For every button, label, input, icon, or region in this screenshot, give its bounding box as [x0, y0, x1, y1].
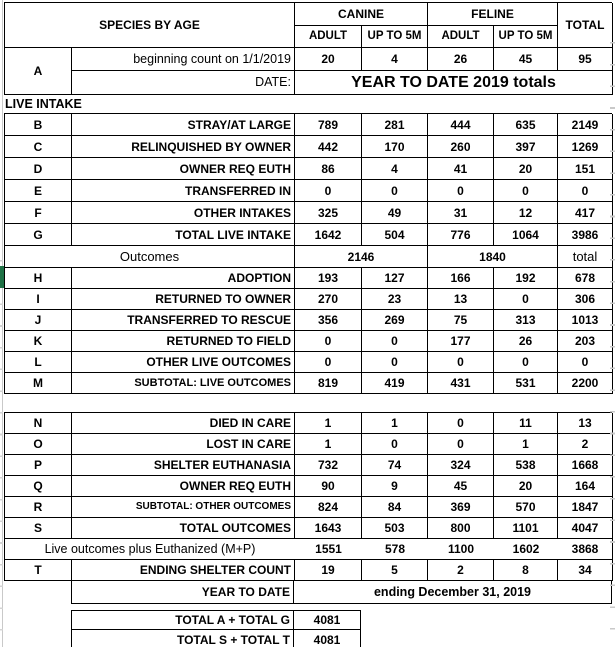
value-cell: 1847 [558, 497, 613, 518]
value-cell: 504 [362, 224, 428, 246]
grand-total-label: TOTAL A + TOTAL G [71, 610, 294, 630]
value-cell: 166 [428, 268, 494, 289]
row-label: beginning count on 1/1/2019 [72, 48, 295, 71]
value-cell: 20 [494, 158, 558, 180]
canine-up-to-5m-header: UP TO 5M [362, 26, 428, 49]
value-cell: 9 [362, 476, 428, 497]
canine-adult-header: ADULT [295, 26, 362, 49]
row-letter: E [5, 180, 72, 202]
row-letter: G [5, 224, 72, 246]
row-label: OTHER LIVE OUTCOMES [72, 352, 295, 373]
ending-shelter-count-row [4, 560, 612, 581]
value-cell: 1269 [558, 136, 613, 158]
row-label: TOTAL LIVE INTAKE [72, 224, 295, 246]
value-cell: 324 [428, 455, 494, 476]
value-cell: 203 [558, 331, 613, 352]
value-cell: 0 [428, 434, 494, 455]
value-cell: 49 [362, 202, 428, 224]
value-cell: 270 [295, 289, 362, 310]
value-cell: 1 [494, 434, 558, 455]
row-letter: I [5, 289, 72, 310]
value-cell: 4047 [558, 518, 613, 539]
value-cell: 1100 [428, 539, 494, 560]
value-cell: 45 [494, 48, 558, 71]
value-cell: 1551 [295, 539, 362, 560]
value-cell: 13 [428, 289, 494, 310]
other-outcomes-table [4, 412, 612, 539]
grand-total-label: TOTAL S + TOTAL T [71, 630, 294, 647]
beginning-count-block [4, 48, 612, 95]
value-cell: 13 [558, 413, 613, 434]
row-letter: R [5, 497, 72, 518]
value-cell: 0 [362, 180, 428, 202]
value-cell: 20 [295, 48, 362, 71]
canine-header: CANINE [295, 3, 428, 26]
value-cell: 1 [362, 413, 428, 434]
right-gridline-stubs [610, 22, 615, 642]
total-header: TOTAL [558, 3, 613, 48]
row-label: TOTAL OUTCOMES [72, 518, 295, 539]
value-cell: 0 [428, 413, 494, 434]
value-cell: 269 [362, 310, 428, 331]
grand-total-value: 4081 [294, 630, 361, 647]
value-cell: 0 [428, 180, 494, 202]
value-cell: 151 [558, 158, 613, 180]
outcomes-band [4, 246, 612, 268]
value-cell: 678 [558, 268, 613, 289]
value-cell: 570 [494, 497, 558, 518]
value-cell: 369 [428, 497, 494, 518]
row-letter: Q [5, 476, 72, 497]
row-letter: C [5, 136, 72, 158]
section-gap [4, 394, 612, 412]
live-outcomes-table [4, 268, 612, 394]
value-cell: 281 [362, 114, 428, 136]
value-cell: 1602 [494, 539, 558, 560]
value-cell: 2149 [558, 114, 613, 136]
value-cell: 0 [494, 180, 558, 202]
value-cell: 3868 [558, 539, 613, 560]
value-cell: 2 [428, 560, 494, 581]
row-letter: D [5, 158, 72, 180]
feline-header: FELINE [428, 3, 558, 26]
row-label: SUBTOTAL: OTHER OUTCOMES [72, 497, 295, 518]
value-cell: 531 [494, 373, 558, 394]
value-cell: 31 [428, 202, 494, 224]
value-cell: 0 [295, 331, 362, 352]
value-cell: 20 [494, 476, 558, 497]
row-label: SUBTOTAL: LIVE OUTCOMES [72, 373, 295, 394]
value-cell: 503 [362, 518, 428, 539]
empty-cell [4, 610, 71, 630]
year-to-date-value: ending December 31, 2019 [294, 581, 612, 604]
value-cell: 2200 [558, 373, 613, 394]
live-plus-euth-label: Live outcomes plus Euthanized (M+P) [5, 539, 295, 560]
feline-outcomes-total: 1840 [428, 246, 558, 268]
row-label: OWNER REQ EUTH [72, 476, 295, 497]
total-label-cell: total [558, 246, 613, 268]
row-letter: F [5, 202, 72, 224]
left-gridline-stubs [0, 240, 3, 647]
value-cell: 325 [295, 202, 362, 224]
species-by-age-header: SPECIES BY AGE [5, 3, 295, 48]
selection-marker [0, 266, 4, 288]
value-cell: 86 [295, 158, 362, 180]
year-to-date-band [4, 581, 612, 604]
value-cell: 635 [494, 114, 558, 136]
value-cell: 3986 [558, 224, 613, 246]
value-cell: 776 [428, 224, 494, 246]
row-label: SHELTER EUTHANASIA [72, 455, 295, 476]
year-to-date-totals-cell: YEAR TO DATE 2019 totals [295, 71, 613, 95]
value-cell: 442 [295, 136, 362, 158]
value-cell: 95 [558, 48, 613, 71]
feline-up-to-5m-header: UP TO 5M [494, 26, 558, 49]
empty-cell [4, 581, 71, 604]
value-cell: 23 [362, 289, 428, 310]
live-plus-euthanized-band [4, 539, 612, 560]
live-intake-section-label: LIVE INTAKE [5, 97, 82, 111]
value-cell: 164 [558, 476, 613, 497]
value-cell: 0 [494, 352, 558, 373]
value-cell: 127 [362, 268, 428, 289]
row-label: ENDING SHELTER COUNT [72, 560, 295, 581]
value-cell: 417 [558, 202, 613, 224]
value-cell: 4 [362, 48, 428, 71]
value-cell: 34 [558, 560, 613, 581]
value-cell: 306 [558, 289, 613, 310]
feline-adult-header: ADULT [428, 26, 494, 49]
value-cell: 419 [362, 373, 428, 394]
row-label: OTHER INTAKES [72, 202, 295, 224]
value-cell: 0 [295, 180, 362, 202]
value-cell: 0 [558, 352, 613, 373]
value-cell: 0 [362, 434, 428, 455]
value-cell: 0 [428, 352, 494, 373]
value-cell: 177 [428, 331, 494, 352]
value-cell: 578 [362, 539, 428, 560]
row-label: DIED IN CARE [72, 413, 295, 434]
value-cell: 192 [494, 268, 558, 289]
value-cell: 789 [295, 114, 362, 136]
value-cell: 74 [362, 455, 428, 476]
row-letter: L [5, 352, 72, 373]
value-cell: 170 [362, 136, 428, 158]
row-letter: T [5, 560, 72, 581]
value-cell: 26 [428, 48, 494, 71]
value-cell: 356 [295, 310, 362, 331]
value-cell: 800 [428, 518, 494, 539]
value-cell: 0 [558, 180, 613, 202]
value-cell: 431 [428, 373, 494, 394]
value-cell: 444 [428, 114, 494, 136]
row-letter: N [5, 413, 72, 434]
value-cell: 397 [494, 136, 558, 158]
value-cell: 19 [295, 560, 362, 581]
value-cell: 26 [494, 331, 558, 352]
value-cell: 0 [295, 352, 362, 373]
value-cell: 0 [494, 289, 558, 310]
row-letter: J [5, 310, 72, 331]
row-letter: P [5, 455, 72, 476]
value-cell: 90 [295, 476, 362, 497]
value-cell: 1013 [558, 310, 613, 331]
row-label: TRANSFERRED TO RESCUE [72, 310, 295, 331]
row-letter: S [5, 518, 72, 539]
value-cell: 8 [494, 560, 558, 581]
row-label: RELINQUISHED BY OWNER [72, 136, 295, 158]
row-label: OWNER REQ EUTH [72, 158, 295, 180]
table-header [4, 2, 612, 48]
row-letter: B [5, 114, 72, 136]
row-letter: M [5, 373, 72, 394]
row-letter: A [5, 48, 72, 95]
value-cell: 0 [362, 352, 428, 373]
value-cell: 824 [295, 497, 362, 518]
row-label: LOST IN CARE [72, 434, 295, 455]
value-cell: 1642 [295, 224, 362, 246]
value-cell: 819 [295, 373, 362, 394]
value-cell: 84 [362, 497, 428, 518]
row-label: STRAY/AT LARGE [72, 114, 295, 136]
value-cell: 1668 [558, 455, 613, 476]
value-cell: 12 [494, 202, 558, 224]
value-cell: 1 [295, 413, 362, 434]
value-cell: 313 [494, 310, 558, 331]
value-cell: 75 [428, 310, 494, 331]
row-label: ADOPTION [72, 268, 295, 289]
value-cell: 5 [362, 560, 428, 581]
canine-outcomes-total: 2146 [295, 246, 428, 268]
value-cell: 1101 [494, 518, 558, 539]
value-cell: 45 [428, 476, 494, 497]
row-label: RETURNED TO OWNER [72, 289, 295, 310]
row-label: TRANSFERRED IN [72, 180, 295, 202]
value-cell: 41 [428, 158, 494, 180]
row-letter: O [5, 434, 72, 455]
date-label: DATE: [72, 71, 295, 95]
value-cell: 193 [295, 268, 362, 289]
value-cell: 1 [295, 434, 362, 455]
grand-total-value: 4081 [294, 610, 361, 630]
value-cell: 4 [362, 158, 428, 180]
value-cell: 1643 [295, 518, 362, 539]
row-letter: H [5, 268, 72, 289]
row-letter: K [5, 331, 72, 352]
year-to-date-label: YEAR TO DATE [71, 581, 294, 604]
value-cell: 732 [295, 455, 362, 476]
value-cell: 11 [494, 413, 558, 434]
value-cell: 260 [428, 136, 494, 158]
live-intake-table [4, 113, 612, 246]
empty-cell [4, 630, 71, 647]
value-cell: 538 [494, 455, 558, 476]
grand-totals-table [4, 610, 612, 647]
row-label: RETURNED TO FIELD [72, 331, 295, 352]
value-cell: 2 [558, 434, 613, 455]
value-cell: 1064 [494, 224, 558, 246]
value-cell: 0 [362, 331, 428, 352]
outcomes-label: Outcomes [5, 246, 295, 268]
